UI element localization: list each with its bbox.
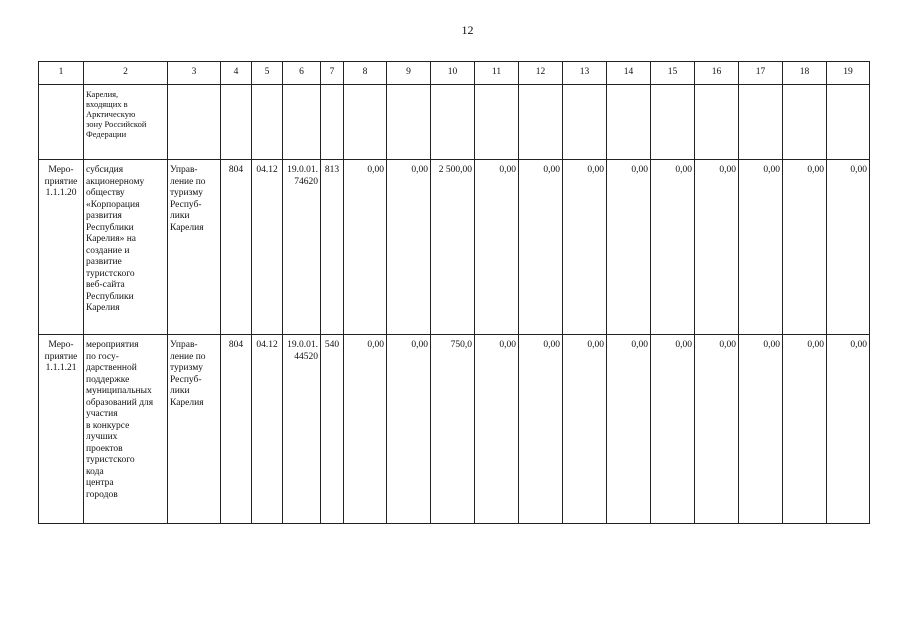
table-cell: 0,00 bbox=[739, 335, 783, 524]
table-cell: 0,00 bbox=[739, 160, 783, 335]
table-cell: 540 bbox=[321, 335, 344, 524]
table-cell: 2 500,00 bbox=[431, 160, 475, 335]
table-cell: 19.0.01. 74620 bbox=[283, 160, 321, 335]
table-cell bbox=[221, 85, 252, 160]
table-cell: 804 bbox=[221, 335, 252, 524]
table-row bbox=[39, 335, 870, 524]
measure-description-cell: субсидия акционерному обществу «Корпорация развития Республики Карелия» на создание и развитие туристского веб-сайта Республики Карелия bbox=[84, 160, 168, 335]
responsible-cell: Управ- ление по туризму Респуб- лики Карелия bbox=[168, 160, 221, 335]
table-cell bbox=[651, 85, 695, 160]
table-row bbox=[39, 160, 870, 335]
page-number: 12 bbox=[461, 23, 474, 37]
measure-id-cell: Меро- приятие 1.1.1.21 bbox=[39, 335, 84, 524]
table-cell: 0,00 bbox=[475, 335, 519, 524]
column-header: 12 bbox=[519, 62, 563, 85]
table-cell bbox=[321, 85, 344, 160]
table-cell bbox=[827, 85, 870, 160]
table-cell: 0,00 bbox=[695, 160, 739, 335]
budget-table bbox=[38, 61, 870, 524]
table-header-row bbox=[39, 62, 870, 85]
table-cell: 0,00 bbox=[827, 335, 870, 524]
table-cell: 0,00 bbox=[344, 160, 387, 335]
table-cell: 04.12 bbox=[252, 160, 283, 335]
responsible-cell: Управ- ление по туризму Респуб- лики Карелия bbox=[168, 335, 221, 524]
column-header: 16 bbox=[695, 62, 739, 85]
continuation-text: Карелия, входящих в Арктическую зону Российской Федерации bbox=[86, 89, 147, 139]
measure-id-cell: Меро- приятие 1.1.1.20 bbox=[39, 160, 84, 335]
column-header: 14 bbox=[607, 62, 651, 85]
table-cell: 0,00 bbox=[519, 335, 563, 524]
table-cell bbox=[739, 85, 783, 160]
column-header: 1 bbox=[39, 62, 84, 85]
table-cell: 0,00 bbox=[344, 335, 387, 524]
measure-description-cell: мероприятия по госу- дарственной поддержке муниципальных образований для участия в конкурсе лучших проектов туристского кода центра городов bbox=[84, 335, 168, 524]
table-cell bbox=[39, 85, 84, 160]
table-cell bbox=[431, 85, 475, 160]
column-header: 13 bbox=[563, 62, 607, 85]
column-header: 10 bbox=[431, 62, 475, 85]
table-cell: 0,00 bbox=[519, 160, 563, 335]
column-header: 6 bbox=[283, 62, 321, 85]
column-header: 18 bbox=[783, 62, 827, 85]
column-header: 3 bbox=[168, 62, 221, 85]
table-cell bbox=[783, 85, 827, 160]
table-cell: 0,00 bbox=[563, 160, 607, 335]
table-cell: 0,00 bbox=[607, 335, 651, 524]
column-header: 4 bbox=[221, 62, 252, 85]
table-cell bbox=[344, 85, 387, 160]
column-header: 11 bbox=[475, 62, 519, 85]
table-cell: 750,0 bbox=[431, 335, 475, 524]
column-header: 8 bbox=[344, 62, 387, 85]
table-cell: 0,00 bbox=[387, 160, 431, 335]
table-cell bbox=[252, 85, 283, 160]
table-cell: 0,00 bbox=[607, 160, 651, 335]
table-cell bbox=[168, 85, 221, 160]
table-cell: 04.12 bbox=[252, 335, 283, 524]
table-cell: 0,00 bbox=[563, 335, 607, 524]
table-row-continuation bbox=[39, 85, 870, 160]
table-cell: 0,00 bbox=[783, 160, 827, 335]
table-cell bbox=[607, 85, 651, 160]
column-header: 17 bbox=[739, 62, 783, 85]
table-cell: 804 bbox=[221, 160, 252, 335]
table-cell: 0,00 bbox=[475, 160, 519, 335]
table-cell: 0,00 bbox=[387, 335, 431, 524]
table-cell bbox=[519, 85, 563, 160]
table-cell: 0,00 bbox=[651, 335, 695, 524]
table-cell: 0,00 bbox=[695, 335, 739, 524]
column-header: 5 bbox=[252, 62, 283, 85]
table-cell: 0,00 bbox=[651, 160, 695, 335]
table-cell bbox=[84, 85, 168, 160]
table-cell: 0,00 bbox=[827, 160, 870, 335]
column-header: 2 bbox=[84, 62, 168, 85]
column-header: 15 bbox=[651, 62, 695, 85]
column-header: 9 bbox=[387, 62, 431, 85]
table-cell: 0,00 bbox=[783, 335, 827, 524]
column-header: 7 bbox=[321, 62, 344, 85]
table-cell: 813 bbox=[321, 160, 344, 335]
table-cell bbox=[563, 85, 607, 160]
table-cell bbox=[475, 85, 519, 160]
table-cell bbox=[387, 85, 431, 160]
table-cell: 19.0.01. 44520 bbox=[283, 335, 321, 524]
column-header: 19 bbox=[827, 62, 870, 85]
table-cell bbox=[283, 85, 321, 160]
table-cell bbox=[695, 85, 739, 160]
